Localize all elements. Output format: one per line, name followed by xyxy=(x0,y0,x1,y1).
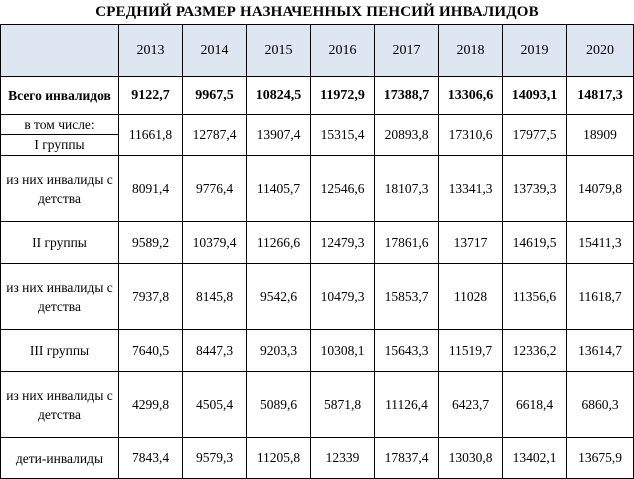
table-cell: 14619,5 xyxy=(503,222,567,264)
table-row-total xyxy=(1,77,634,115)
table-cell: 11356,6 xyxy=(503,264,567,330)
year-header: 2016 xyxy=(311,25,375,77)
table-cell: 10379,4 xyxy=(183,222,247,264)
table-cell: 11028 xyxy=(439,264,503,330)
table-cell: 11972,9 xyxy=(311,77,375,115)
table-cell: 9579,3 xyxy=(183,438,247,479)
table-cell: 10308,1 xyxy=(311,330,375,372)
table-row-group2-child xyxy=(1,264,634,330)
table-cell: 8145,8 xyxy=(183,264,247,330)
header-row xyxy=(1,25,634,77)
table-cell: 10824,5 xyxy=(247,77,311,115)
table-cell: 11661,8 xyxy=(119,115,183,156)
table-cell: 20893,8 xyxy=(375,115,439,156)
table-cell: 9542,6 xyxy=(247,264,311,330)
table-cell: 7937,8 xyxy=(119,264,183,330)
pension-table xyxy=(0,24,634,479)
row-label: из них инвалиды с детства xyxy=(1,156,119,222)
table-cell: 18107,3 xyxy=(375,156,439,222)
table-cell: 6618,4 xyxy=(503,372,567,438)
year-header: 2015 xyxy=(247,25,311,77)
table-cell: 17861,6 xyxy=(375,222,439,264)
table-cell: 13306,6 xyxy=(439,77,503,115)
table-cell: 7640,5 xyxy=(119,330,183,372)
table-cell: 8447,3 xyxy=(183,330,247,372)
table-cell: 13341,3 xyxy=(439,156,503,222)
table-cell: 9203,3 xyxy=(247,330,311,372)
table-cell: 13030,8 xyxy=(439,438,503,479)
table-cell: 11266,6 xyxy=(247,222,311,264)
row-label xyxy=(1,115,119,156)
table-cell: 15853,7 xyxy=(375,264,439,330)
table-cell: 13614,7 xyxy=(567,330,634,372)
table-cell: 14093,1 xyxy=(503,77,567,115)
table-row-group3-child xyxy=(1,372,634,438)
table-cell: 14079,8 xyxy=(567,156,634,222)
table-cell: 17310,6 xyxy=(439,115,503,156)
row-label-text: I группы xyxy=(34,137,85,152)
row-label-prefix: в том числе: xyxy=(1,115,118,135)
table-cell: 8091,4 xyxy=(119,156,183,222)
row-label: III группы xyxy=(1,330,119,372)
year-header: 2019 xyxy=(503,25,567,77)
table-cell: 14817,3 xyxy=(567,77,634,115)
table-cell: 10479,3 xyxy=(311,264,375,330)
table-row-group3 xyxy=(1,330,634,372)
table-cell: 13907,4 xyxy=(247,115,311,156)
year-header: 2017 xyxy=(375,25,439,77)
table-cell: 18909 xyxy=(567,115,634,156)
table-cell: 11405,7 xyxy=(247,156,311,222)
table-cell: 13739,3 xyxy=(503,156,567,222)
row-label: Всего инвалидов xyxy=(1,77,119,115)
table-cell: 4299,8 xyxy=(119,372,183,438)
table-cell: 17977,5 xyxy=(503,115,567,156)
table-cell: 15643,3 xyxy=(375,330,439,372)
table-row-group1-child xyxy=(1,156,634,222)
page-title: СРЕДНИЙ РАЗМЕР НАЗНАЧЕННЫХ ПЕНСИЙ ИНВАЛИДОВ xyxy=(95,4,539,20)
year-header: 2020 xyxy=(567,25,634,77)
table-cell: 9967,5 xyxy=(183,77,247,115)
table-cell: 17837,4 xyxy=(375,438,439,479)
row-label: II группы xyxy=(1,222,119,264)
table-cell: 12339 xyxy=(311,438,375,479)
row-label: дети-инвалиды xyxy=(1,438,119,479)
table-cell: 15411,3 xyxy=(567,222,634,264)
table-cell: 5089,6 xyxy=(247,372,311,438)
year-header: 2013 xyxy=(119,25,183,77)
table-cell: 15315,4 xyxy=(311,115,375,156)
table-cell: 11205,8 xyxy=(247,438,311,479)
table-cell: 13402,1 xyxy=(503,438,567,479)
table-cell: 9589,2 xyxy=(119,222,183,264)
table-cell: 9776,4 xyxy=(183,156,247,222)
table-cell: 13717 xyxy=(439,222,503,264)
table-cell: 6860,3 xyxy=(567,372,634,438)
table-cell: 9122,7 xyxy=(119,77,183,115)
row-label: из них инвалиды с детства xyxy=(1,372,119,438)
header-corner-cell xyxy=(1,25,119,77)
table-row-group2 xyxy=(1,222,634,264)
table-cell: 4505,4 xyxy=(183,372,247,438)
year-header: 2018 xyxy=(439,25,503,77)
row-label: из них инвалиды с детства xyxy=(1,264,119,330)
year-header: 2014 xyxy=(183,25,247,77)
table-cell: 12336,2 xyxy=(503,330,567,372)
table-cell: 6423,7 xyxy=(439,372,503,438)
table-cell: 11618,7 xyxy=(567,264,634,330)
table-cell: 5871,8 xyxy=(311,372,375,438)
table-cell: 12787,4 xyxy=(183,115,247,156)
table-row-group1 xyxy=(1,115,634,156)
table-cell: 11126,4 xyxy=(375,372,439,438)
table-cell: 11519,7 xyxy=(439,330,503,372)
table-cell: 13675,9 xyxy=(567,438,634,479)
table-cell: 12479,3 xyxy=(311,222,375,264)
table-cell: 12546,6 xyxy=(311,156,375,222)
table-row-children xyxy=(1,438,634,479)
table-cell: 7843,4 xyxy=(119,438,183,479)
table-cell: 17388,7 xyxy=(375,77,439,115)
